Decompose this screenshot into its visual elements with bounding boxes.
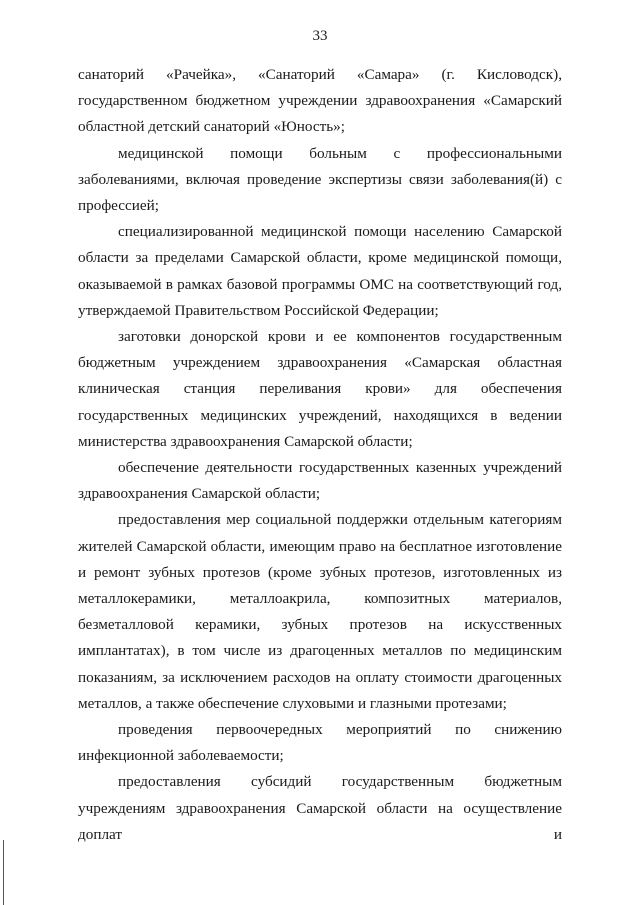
paragraph-occupational-diseases: медицинской помощи больным с профессиональными заболеваниями, включая проведение экспертизы связи заболевания(й) с профессией; [78,144,562,215]
paragraph-specialized-care: специализированной медицинской помощи населению Самарской области за пределами Самарской области, кроме медицинской помощи, оказываемой в рамках базовой программы ОМС на соответствующий год, утверждаемой Правительством Российской Федерации; [78,223,562,319]
paragraph-sanatorium-continuation: санаторий «Рачейка», «Санаторий «Самара» (г. Кисловодск), государственном бюджетном учреждении здравоохранения «Самарский областной детский санаторий «Юность»; [78,66,562,136]
paragraph-state-institutions: обеспечение деятельности государственных казенных учреждений здравоохранения Самарской области; [78,459,562,503]
document-body [78,62,562,848]
paragraph-subsidies: предоставления субсидий государственным бюджетным учреждениям здравоохранения Самарской области на осуществление доплат и [78,773,562,843]
paragraph-dental-prosthetics: предоставления мер социальной поддержки отдельным категориям жителей Самарской области, имеющим право на бесплатное изготовление и ремонт зубных протезов (кроме зубных протезов, изготовленных из металлокерамики, металлоакрила, композитных материалов, безметалловой керамики, зубных протезов на искусственных имплантатах), в том числе из драгоценных металлов по медицинским показаниям, за исключением расходов на оплату стоимости драгоценных металлов, а также обеспечение слуховыми и глазными протезами; [78,511,562,712]
paragraph-donor-blood: заготовки донорской крови и ее компонентов государственным бюджетным учреждением здравоохранения «Самарская областная клиническая станция переливания крови» для обеспечения государственных медицинских учреждений, находящихся в ведении министерства здравоохранения Самарской области; [78,328,562,450]
scan-edge-line [3,840,4,905]
paragraph-infection-prevention: проведения первоочередных мероприятий по снижению инфекционной заболеваемости; [78,721,562,765]
page-number: 33 [312,28,328,44]
